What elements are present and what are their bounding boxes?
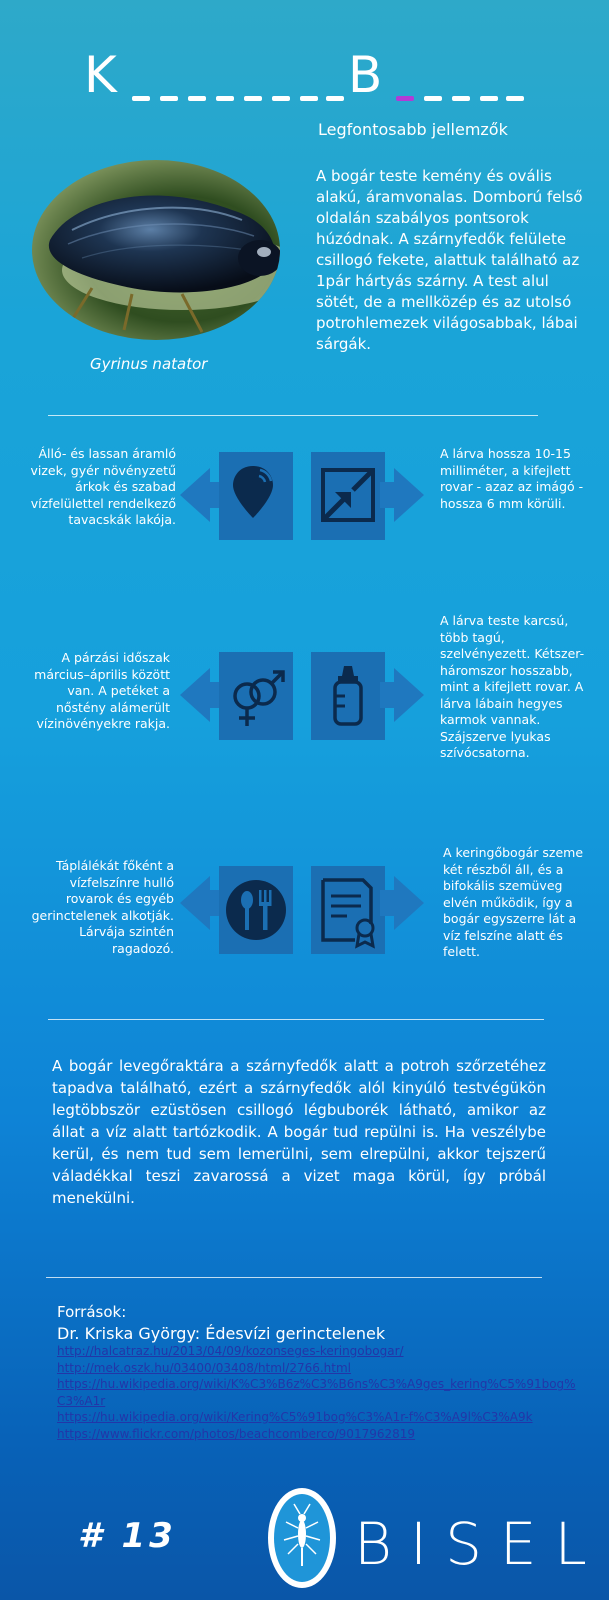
- divider: [46, 1277, 542, 1278]
- fact-mating-text: A párzási időszak március–április között van. A petéket a nőstény alámerült vízinövényekre rakja.: [34, 650, 170, 731]
- source-link[interactable]: https://hu.wikipedia.org/wiki/Kering%C5%91bog%C3%A1r-f%C3%A9l%C3%A9k: [57, 1410, 533, 1424]
- title-dash: [480, 96, 498, 101]
- source-link[interactable]: http://mek.oszk.hu/03400/03408/html/2766.html: [57, 1360, 352, 1375]
- fact-habitat-text: Álló- és lassan áramló vizek, gyér növényzetű árkok és szabad vízfelülettel rendelkező tavacskák lakója.: [30, 446, 176, 527]
- arrow-right-icon: [380, 458, 424, 532]
- title-dash: [160, 96, 178, 101]
- spoon-fork-icon: [219, 866, 293, 954]
- title-dash: [452, 96, 470, 101]
- location-pin-icon: [219, 452, 293, 540]
- resize-arrows-icon: [311, 452, 385, 540]
- baby-bottle-icon: [311, 652, 385, 740]
- source-link[interactable]: http://halcatraz.hu/2013/04/09/kozonseges-keringobogar/: [57, 1344, 404, 1358]
- photo-caption: Gyrinus natator: [90, 355, 208, 373]
- sources-section: [57, 1303, 577, 1442]
- fact-tile-eyes: [311, 866, 385, 954]
- title-letter-b: B: [348, 46, 383, 104]
- sources-title: Források:: [57, 1303, 127, 1321]
- arrow-right-icon: [380, 658, 424, 732]
- source-link[interactable]: https://www.flickr.com/photos/beachcomberco/9017962819: [57, 1426, 416, 1441]
- fact-tile-mating: [219, 652, 293, 740]
- puzzle-title: [0, 40, 609, 120]
- fact-tile-size: [311, 452, 385, 540]
- fact-size-text: A lárva hossza 10-15 milliméter, a kifejlett rovar - azaz az imágó - hossza 6 mm körüli.: [440, 446, 584, 511]
- divider: [48, 415, 538, 416]
- certificate-icon: [311, 866, 385, 954]
- fact-larva-text: A lárva teste karcsú, több tagú, szelvényezett. Kétszer-háromszor hosszabb, mint a kifejlett rovar. A lárva lábain hegyes karmok vannak. Szájszerve lyukas szívócsatorna.: [440, 613, 585, 760]
- title-dash: [272, 96, 290, 101]
- title-dash: [132, 96, 150, 101]
- source-book: Dr. Kriska György: Édesvízi gerinctelenek: [57, 1324, 386, 1343]
- fact-tile-diet: [219, 866, 293, 954]
- arrow-right-icon: [380, 866, 424, 940]
- title-dash: [188, 96, 206, 101]
- title-letter-k: K: [84, 46, 117, 104]
- fact-eyes-text: A keringőbogár szeme két részből áll, és a bifokális szemüveg elvén működik, így a bogár egyszerre lát a víz felszíne alatt és felett.: [443, 845, 584, 959]
- source-link[interactable]: https://hu.wikipedia.org/wiki/K%C3%B6z%C3%B6ns%C3%A9ges_kering%C5%91bog%C3%A1r: [57, 1377, 576, 1408]
- arrow-left-icon: [180, 658, 224, 732]
- brand-wordmark: BISEL: [354, 1510, 605, 1578]
- details-paragraph: A bogár levegőraktára a szárnyfedők alatt a potroh szőrzetéhez tapadva található, ezért a szárnyfedők alól kinyúló testvégükön legtöbbször ezüstösen csillogó légbuborék látható, amikor az állat a víz alatt tartózkodik. A bogár tud repülni is. Ha veszélybe kerül, és nem tud sem lemerülni, sem elrepülni, akkor tejszerű váladékkal teszi zavarossá a vizet maga körül, így próbál menekülni.: [52, 1057, 546, 1207]
- title-dash: [506, 96, 524, 101]
- divider: [48, 1019, 544, 1020]
- arrow-left-icon: [180, 458, 224, 532]
- section-subtitle: Legfontosabb jellemzők: [318, 120, 508, 139]
- gender-symbols-icon: [219, 652, 293, 740]
- issue-number: # 13: [78, 1516, 177, 1556]
- fact-tile-habitat: [219, 452, 293, 540]
- bisel-logo: [268, 1488, 336, 1588]
- title-dash: [424, 96, 442, 101]
- title-dash: [300, 96, 318, 101]
- insect-logo-icon: [274, 1494, 330, 1582]
- title-dash: [326, 96, 344, 101]
- beetle-illustration: [32, 160, 280, 340]
- title-dash: [244, 96, 262, 101]
- title-dash-highlight: [396, 96, 414, 101]
- fact-diet-text: Táplálékát főként a vízfelszínre hulló rovarok és egyéb gerinctelenek alkotják. Lárvája szintén ragadozó.: [31, 858, 174, 956]
- arrow-left-icon: [180, 866, 224, 940]
- title-dash: [216, 96, 234, 101]
- beetle-photo: [32, 160, 280, 340]
- fact-tile-larva: [311, 652, 385, 740]
- main-description: A bogár teste kemény és ovális alakú, áramvonalas. Domború felső oldalán szabályos pontsorok húzódnak. A szárnyfedők felülete csillogó fekete, alattuk található az 1pár hártyás szárny. A test alul sötét, de a mellközép és az utolsó potrohlemezek világosabbak, lábai sárgák.: [316, 167, 583, 353]
- logo-oval: [274, 1494, 330, 1582]
